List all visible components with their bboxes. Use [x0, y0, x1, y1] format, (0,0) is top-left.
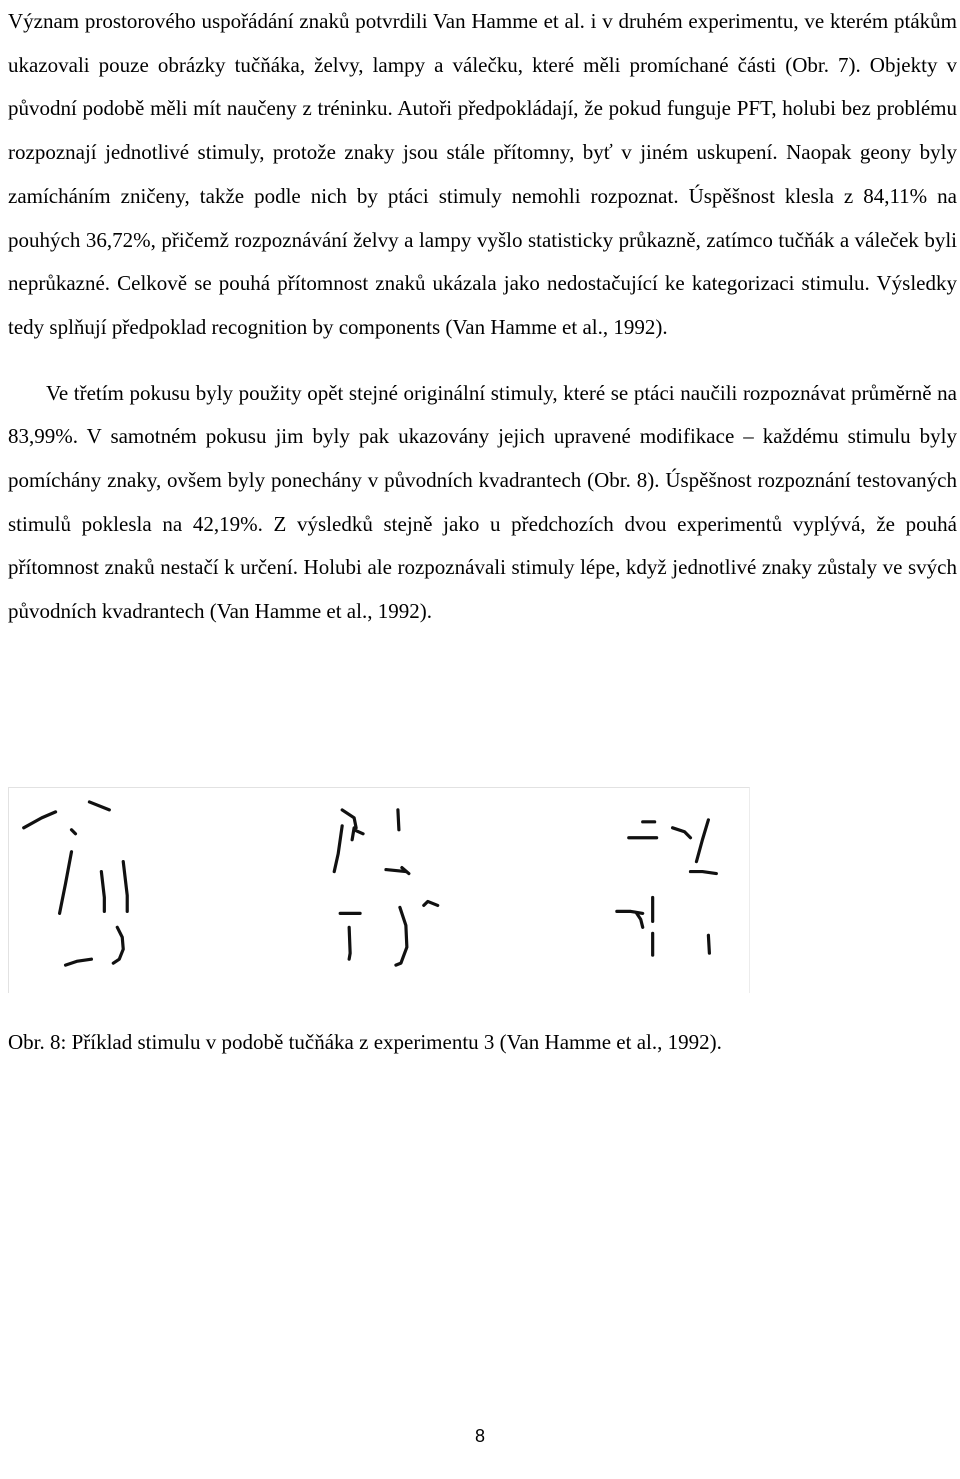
paragraph-experiment-2: Význam prostorového uspořádání znaků potvrdili Van Hamme et al. i v druhém experimentu, ve kterém ptákům ukazovali pouze obrázky tučňáka, želvy, lampy a válečku, které měli promíchané části (Obr. 7). Objekty v původní podobě měli mít naučeny z tréninku. Autoři předpokládají, že pokud funguje PFT, holubi bez problému rozpoznají jednotlivé stimuly, protože znaky jsou stále přítomny, byť v jiném uskupení. Naopak geony byly zamícháním zničeny, takže podle nich by ptáci stimuly nemohli rozpoznat. Úspěšnost klesla z 84,11% na pouhých 36,72%, přičemž rozpoznávání želvy a lampy vyšlo statisticky průkazně, zatímco tučňák a váleček byli neprůkazné. Celkově se pouhá přítomnost znaků ukázala jako nedostačující ke kategorizaci stimulu. Výsledky tedy splňují předpoklad recognition by components (Van Hamme et al., 1992).	[8, 9, 957, 339]
penguin-original-drawing	[24, 802, 127, 965]
paragraph-experiment-3: Ve třetím pokusu byly použity opět stejné originální stimuly, které se ptáci naučili rozpoznávat průměrně na 83,99%. V samotném pokusu jim byly pak ukazovány jejich upravené modifikace – každému stimulu byly pomíchány znaky, ovšem byly ponechány v původních kvadrantech (Obr. 8). Úspěšnost rozpoznání testovaných stimulů poklesla na 42,19%. Z výsledků stejně jako u předchozích dvou experimentů vyplývá, že pouhá přítomnost znaků nestačí k určení. Holubi ale rozpoznávali stimuly lépe, když jednotlivé znaky zůstaly ve svých původních kvadrantech (Van Hamme et al., 1992).	[8, 380, 957, 624]
penguin-scrambled-drawing-1	[334, 810, 437, 965]
document-page	[8, 0, 957, 634]
figure-drawings	[9, 788, 749, 993]
penguin-scrambled-drawing-2	[617, 820, 717, 955]
page-number: 8	[474, 1426, 485, 1446]
figure-stimulus-penguin	[8, 787, 750, 993]
figure-caption: Obr. 8: Příklad stimulu v podobě tučňáka z experimentu 3 (Van Hamme et al., 1992).	[8, 1030, 722, 1054]
